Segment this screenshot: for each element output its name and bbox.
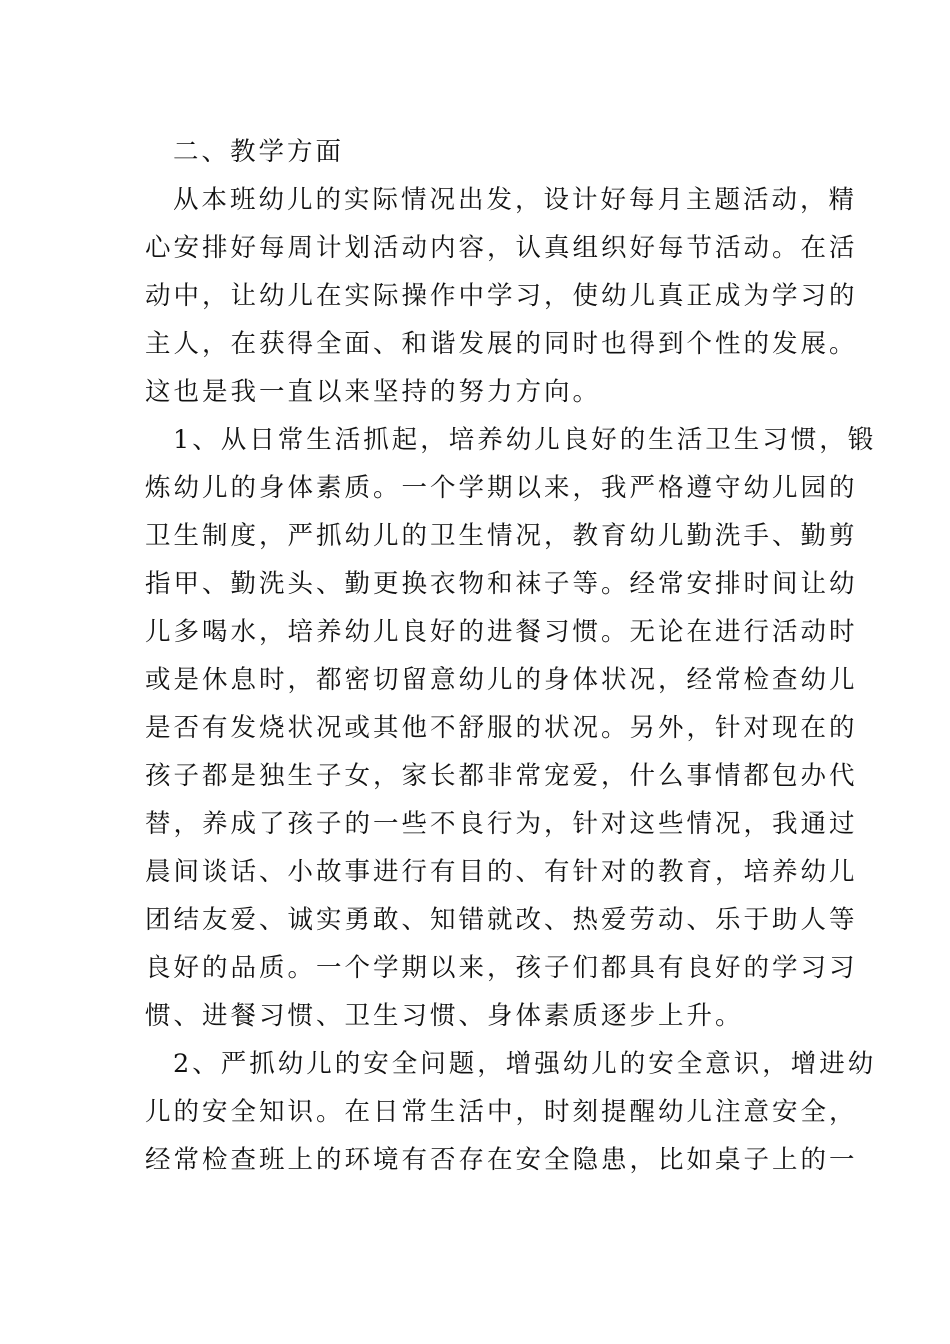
paragraph-line: 2、严抓幼儿的安全问题，增强幼儿的安全意识，增进幼 bbox=[173, 1049, 877, 1079]
paragraph-line: 晨间谈话、小故事进行有目的、有针对的教育，培养幼儿 bbox=[145, 857, 858, 887]
paragraph-line: 惯、进餐习惯、卫生习惯、身体素质逐步上升。 bbox=[145, 1001, 744, 1031]
paragraph-safety bbox=[145, 1040, 877, 1184]
paragraph-line: 动中，让幼儿在实际操作中学习，使幼儿真正成为学习的 bbox=[145, 281, 858, 311]
paragraph-line: 主人，在获得全面、和谐发展的同时也得到个性的发展。 bbox=[145, 329, 858, 359]
paragraph-line: 卫生制度，严抓幼儿的卫生情况，教育幼儿勤洗手、勤剪 bbox=[145, 521, 858, 551]
paragraph-line: 是否有发烧状况或其他不舒服的状况。另外，针对现在的 bbox=[145, 713, 858, 743]
paragraph-line: 心安排好每周计划活动内容，认真组织好每节活动。在活 bbox=[145, 233, 858, 263]
paragraph-line: 良好的品质。一个学期以来，孩子们都具有良好的学习习 bbox=[145, 953, 858, 983]
paragraph-intro bbox=[145, 176, 858, 416]
document-body bbox=[145, 128, 877, 1184]
paragraph-line: 替，养成了孩子的一些不良行为，针对这些情况，我通过 bbox=[145, 809, 858, 839]
paragraph-line: 炼幼儿的身体素质。一个学期以来，我严格遵守幼儿园的 bbox=[145, 473, 858, 503]
paragraph-line: 从本班幼儿的实际情况出发，设计好每月主题活动，精 bbox=[173, 185, 858, 215]
paragraph-line: 经常检查班上的环境有否存在安全隐患，比如桌子上的一 bbox=[145, 1145, 858, 1175]
paragraph-line: 指甲、勤洗头、勤更换衣物和袜子等。经常安排时间让幼 bbox=[145, 569, 858, 599]
paragraph-line: 1、从日常生活抓起，培养幼儿良好的生活卫生习惯，锻 bbox=[173, 425, 877, 455]
paragraph-line: 这也是我一直以来坚持的努力方向。 bbox=[145, 377, 602, 407]
paragraph-line: 儿的安全知识。在日常生活中，时刻提醒幼儿注意安全， bbox=[145, 1097, 858, 1127]
paragraph-line: 团结友爱、诚实勇敢、知错就改、热爱劳动、乐于助人等 bbox=[145, 905, 858, 935]
paragraph-line: 儿多喝水，培养幼儿良好的进餐习惯。无论在进行活动时 bbox=[145, 617, 858, 647]
paragraph-line: 或是休息时，都密切留意幼儿的身体状况，经常检查幼儿 bbox=[145, 665, 858, 695]
section-heading: 二、教学方面 bbox=[173, 137, 345, 167]
paragraph-hygiene bbox=[145, 416, 877, 1040]
paragraph-line: 孩子都是独生子女，家长都非常宠爱，什么事情都包办代 bbox=[145, 761, 858, 791]
